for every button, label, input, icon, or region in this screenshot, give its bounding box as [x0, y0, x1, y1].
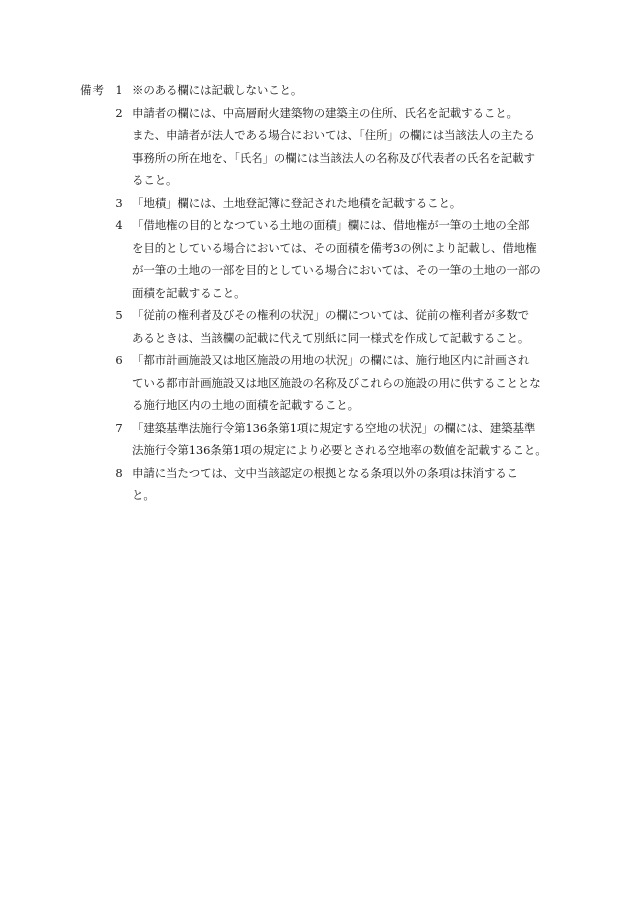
note-item — [110, 462, 550, 507]
note-text-line: ※のある欄には記載しないこと。 — [132, 83, 303, 97]
note-number: 8 — [115, 465, 123, 480]
note-number: 6 — [115, 353, 123, 367]
note-text-line: 「建築基準法施行令第136条第1項に規定する空地の状況」の欄には、建築基準 — [132, 420, 536, 435]
note-item — [110, 349, 550, 417]
note-text-line: 「地積」欄には、土地登記簿に登記された地積を記載すること。 — [132, 195, 462, 210]
note-text — [128, 102, 550, 192]
note-number: 1 — [115, 83, 123, 97]
note-number: 7 — [115, 420, 123, 435]
notes-label: 備考 — [80, 83, 105, 97]
note-item — [110, 304, 550, 349]
note-text — [128, 304, 550, 349]
note-text-line: が一筆の土地の一部を目的としている場合においては、その一筆の土地の一部の — [132, 263, 541, 277]
note-text-line: 申請者の欄には、中高層耐火建築物の建築主の住所、氏名を記載すること。 — [132, 105, 518, 120]
note-text-line: を目的としている場合においては、その面積を備考3の例により記載し、借地権 — [132, 240, 537, 255]
note-text — [128, 79, 550, 102]
note-text-line: 「従前の権利者及びその権利の状況」の欄については、従前の権利者が多数で — [132, 308, 530, 322]
note-text-line: 申請に当たつては、文中当該認定の根拠となる条項以外の条項は抹消するこ — [132, 465, 518, 480]
note-text-line: 法施行令第136条第1項の規定により必要とされる空地率の数値を記載すること。 — [132, 443, 547, 457]
note-text-line: 「借地権の目的となつている土地の面積」欄には、借地権が一筆の土地の全部 — [132, 218, 530, 232]
note-text-line: ること。 — [132, 173, 178, 187]
note-text-line: と。 — [132, 488, 155, 502]
note-number: 5 — [115, 308, 123, 322]
note-text-line: あるときは、当該欄の記載に代えて別紙に同一様式を作成して記載すること。 — [132, 330, 530, 345]
note-number: 2 — [115, 105, 123, 120]
note-text-line: 面積を記載すること。 — [132, 285, 246, 300]
notes-list — [110, 79, 550, 507]
note-text-line: る施行地区内の土地の面積を記載すること。 — [132, 398, 359, 412]
note-text-line: ている都市計画施設又は地区施設の名称及びこれらの施設の用に供することとな — [132, 375, 541, 390]
note-text — [128, 349, 550, 417]
note-item — [110, 417, 550, 462]
note-number: 4 — [115, 218, 123, 232]
note-text-line: また、申請者が法人である場合においては、「住所」の欄には当該法人の主たる — [132, 128, 535, 142]
note-item — [110, 214, 550, 304]
note-text — [128, 462, 550, 507]
note-item — [110, 102, 550, 192]
note-item — [110, 79, 550, 102]
note-item — [110, 192, 550, 215]
note-text — [128, 214, 550, 304]
note-text-line: 事務所の所在地を、「氏名」の欄には当該法人の名称及び代表者の氏名を記載す — [132, 150, 535, 165]
note-text — [128, 417, 550, 462]
note-text-line: 「都市計画施設又は地区施設の用地の状況」の欄には、施行地区内に計画され — [132, 353, 530, 367]
note-text — [128, 192, 550, 215]
note-number: 3 — [115, 195, 123, 210]
